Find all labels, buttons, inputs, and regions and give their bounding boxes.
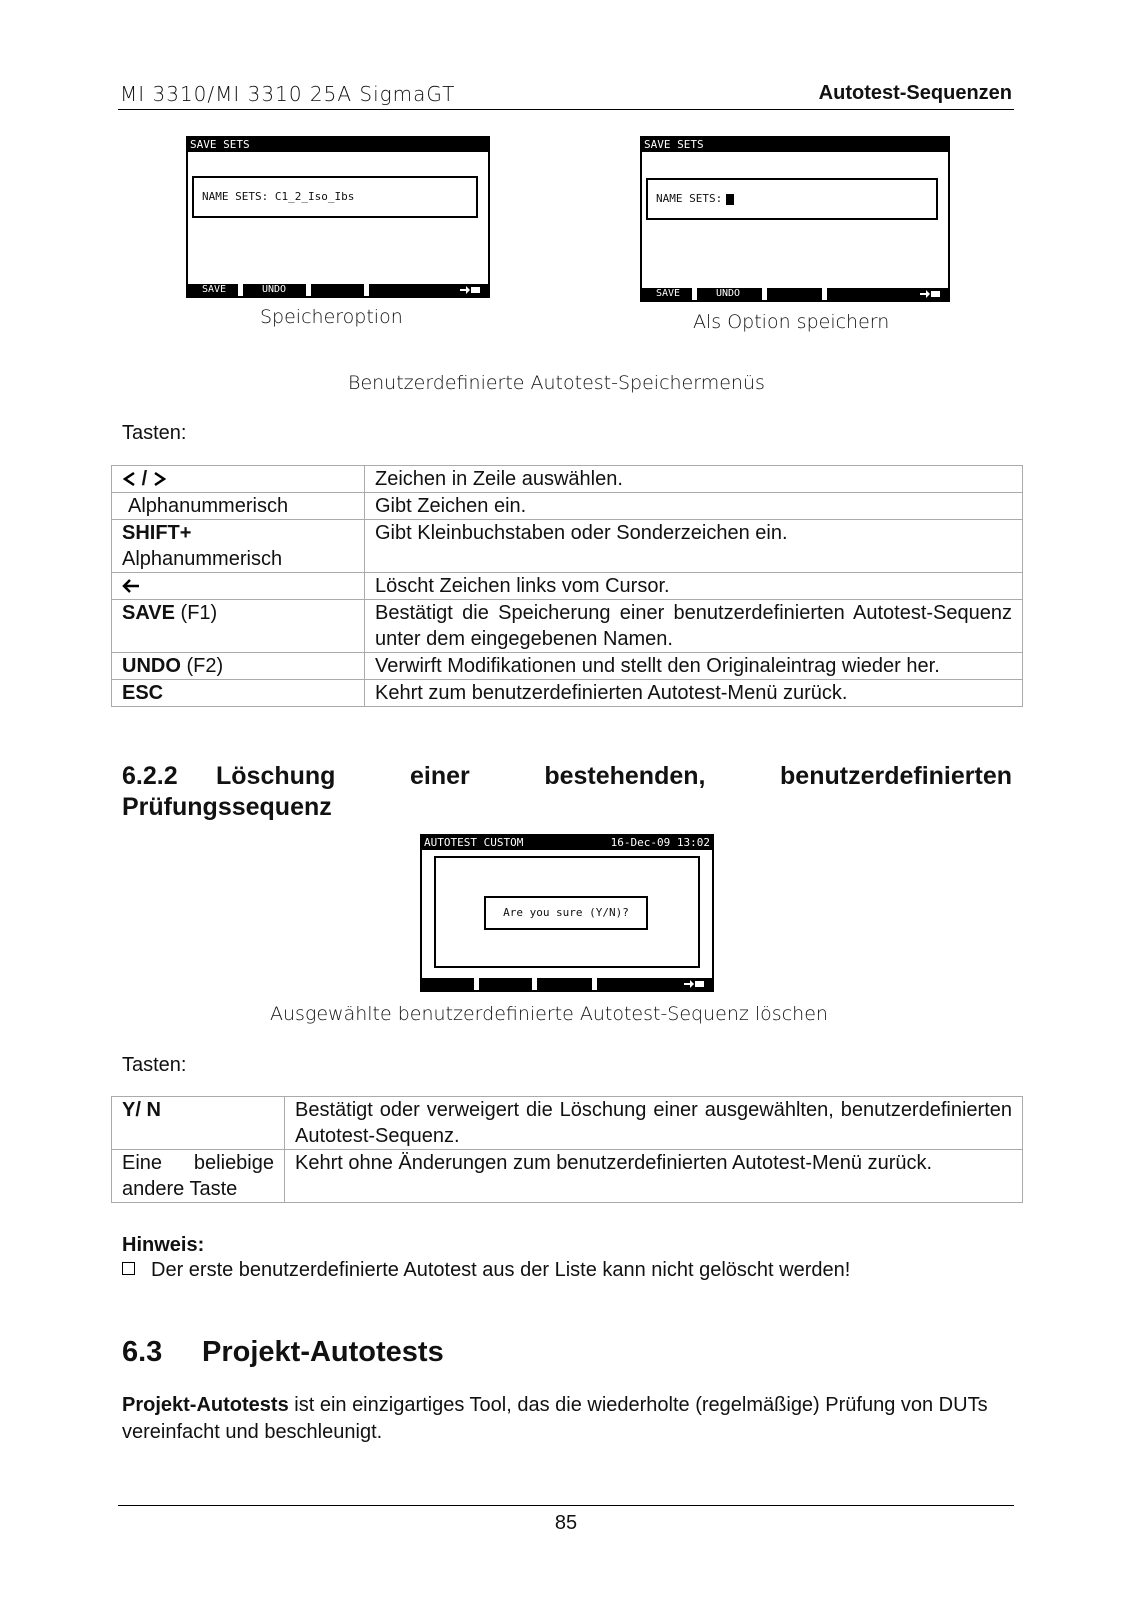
- table-row: [112, 1097, 1023, 1150]
- backspace-arrow-icon: [122, 578, 140, 594]
- table-row: [112, 653, 1023, 680]
- desc-cell: Zeichen in Zeile auswählen.: [365, 466, 1023, 493]
- key-cell: Y/ N: [112, 1097, 285, 1150]
- desc-cell: Verwirft Modifikationen und stellt den Originaleintrag wieder her.: [365, 653, 1023, 680]
- tasten-label: Tasten:: [122, 422, 187, 444]
- screen-title-bar: [422, 836, 712, 850]
- caption-als-option-speichern: Als Option speichern: [693, 311, 890, 333]
- section-number: 6.2.2: [122, 762, 178, 790]
- section-title: Projekt-Autotests: [202, 1336, 444, 1368]
- f1-label: SAVE: [656, 288, 681, 299]
- section-heading-63: [122, 1336, 444, 1369]
- function-key-bar: [642, 288, 948, 300]
- screen-save-sets-empty: [640, 136, 950, 302]
- confirm-dialog: Are you sure (Y/N)?: [484, 896, 648, 930]
- name-sets-field: NAME SETS: C1_2_Iso_Ibs: [192, 176, 478, 218]
- keys-table-delete: [111, 1096, 1023, 1203]
- mains-plug-icon: [460, 286, 480, 294]
- function-key-bar: [188, 284, 488, 296]
- intro-paragraph: Projekt-Autotests ist ein einzigartiges Tool, das die wiederholte (regelmäßige) Prüfung von DUTs vereinfacht und beschleunigt.: [122, 1394, 988, 1443]
- table-row: [112, 520, 1023, 573]
- figure-caption-2: Ausgewählte benutzerdefinierte Autotest-Sequenz löschen: [270, 1003, 828, 1025]
- key-cell: Alphanummerisch: [112, 493, 365, 520]
- f1-label: SAVE: [202, 284, 227, 295]
- screen-save-sets-filled: [186, 136, 490, 298]
- screen-title: SAVE SETS: [642, 138, 948, 152]
- key-cell: [112, 573, 365, 600]
- caption-speicheroption: Speicheroption: [260, 306, 403, 328]
- section-heading-622: [122, 762, 1012, 822]
- text-cursor: [726, 194, 734, 205]
- section-number: 6.3: [122, 1336, 163, 1368]
- table-row: [112, 466, 1023, 493]
- f2-label: UNDO: [716, 288, 741, 299]
- table-row: [112, 1150, 1023, 1203]
- key-cell: ESC: [112, 680, 365, 707]
- screen-delete-confirm: [420, 834, 714, 992]
- desc-cell: Bestätigt die Speicherung einer benutzerdefinierten Autotest-Sequenz unter dem eingegebenen Namen.: [365, 600, 1023, 653]
- arrow-right-icon: [153, 471, 167, 487]
- arrow-left-icon: [122, 471, 136, 487]
- name-sets-field: NAME SETS:: [646, 178, 938, 220]
- note-item: Der erste benutzerdefinierte Autotest aus der Liste kann nicht gelöscht werden!: [122, 1259, 850, 1282]
- keys-table-save: [111, 465, 1023, 707]
- tasten-label: Tasten:: [122, 1054, 187, 1076]
- section-title-line1: Löschung einer bestehenden, benutzerdefinierten: [216, 762, 1012, 790]
- header-doc-title: MI 3310/MI 3310 25A SigmaGT: [120, 82, 456, 106]
- header-rule: [118, 109, 1014, 110]
- figure-caption-1: Benutzerdefinierte Autotest-Speichermenüs: [348, 372, 765, 394]
- mains-plug-icon: [684, 980, 704, 988]
- screen-datetime: 16-Dec-09 13:02: [610, 836, 710, 849]
- note-label: Hinweis:: [122, 1234, 205, 1256]
- desc-cell: Löscht Zeichen links vom Cursor.: [365, 573, 1023, 600]
- desc-cell: Bestätigt oder verweigert die Löschung einer ausgewählten, benutzerdefinierten Autotest-Sequenz.: [285, 1097, 1023, 1150]
- table-row: [112, 600, 1023, 653]
- key-cell: UNDO (F2): [112, 653, 365, 680]
- key-cell: /: [112, 466, 365, 493]
- key-cell: SHIFT+ Alphanummerisch: [112, 520, 365, 573]
- desc-cell: Gibt Kleinbuchstaben oder Sonderzeichen ein.: [365, 520, 1023, 573]
- f2-label: UNDO: [262, 284, 287, 295]
- footer-rule: [118, 1505, 1014, 1506]
- table-row: [112, 493, 1023, 520]
- desc-cell: Gibt Zeichen ein.: [365, 493, 1023, 520]
- table-row: [112, 573, 1023, 600]
- section-title-line2: Prüfungssequenz: [122, 793, 332, 821]
- key-cell: SAVE (F1): [112, 600, 365, 653]
- key-cell: Eine beliebige andere Taste: [112, 1150, 285, 1203]
- function-key-bar: [422, 978, 712, 990]
- screen-title: SAVE SETS: [188, 138, 488, 152]
- checkbox-bullet-icon: [122, 1262, 135, 1275]
- table-row: [112, 680, 1023, 707]
- mains-plug-icon: [920, 290, 940, 298]
- screen-title: AUTOTEST CUSTOM: [424, 836, 524, 849]
- desc-cell: Kehrt ohne Änderungen zum benutzerdefinierten Autotest-Menü zurück.: [285, 1150, 1023, 1203]
- header-section-title: Autotest-Sequenzen: [818, 82, 1012, 104]
- page-number: 85: [554, 1512, 578, 1534]
- desc-cell: Kehrt zum benutzerdefinierten Autotest-Menü zurück.: [365, 680, 1023, 707]
